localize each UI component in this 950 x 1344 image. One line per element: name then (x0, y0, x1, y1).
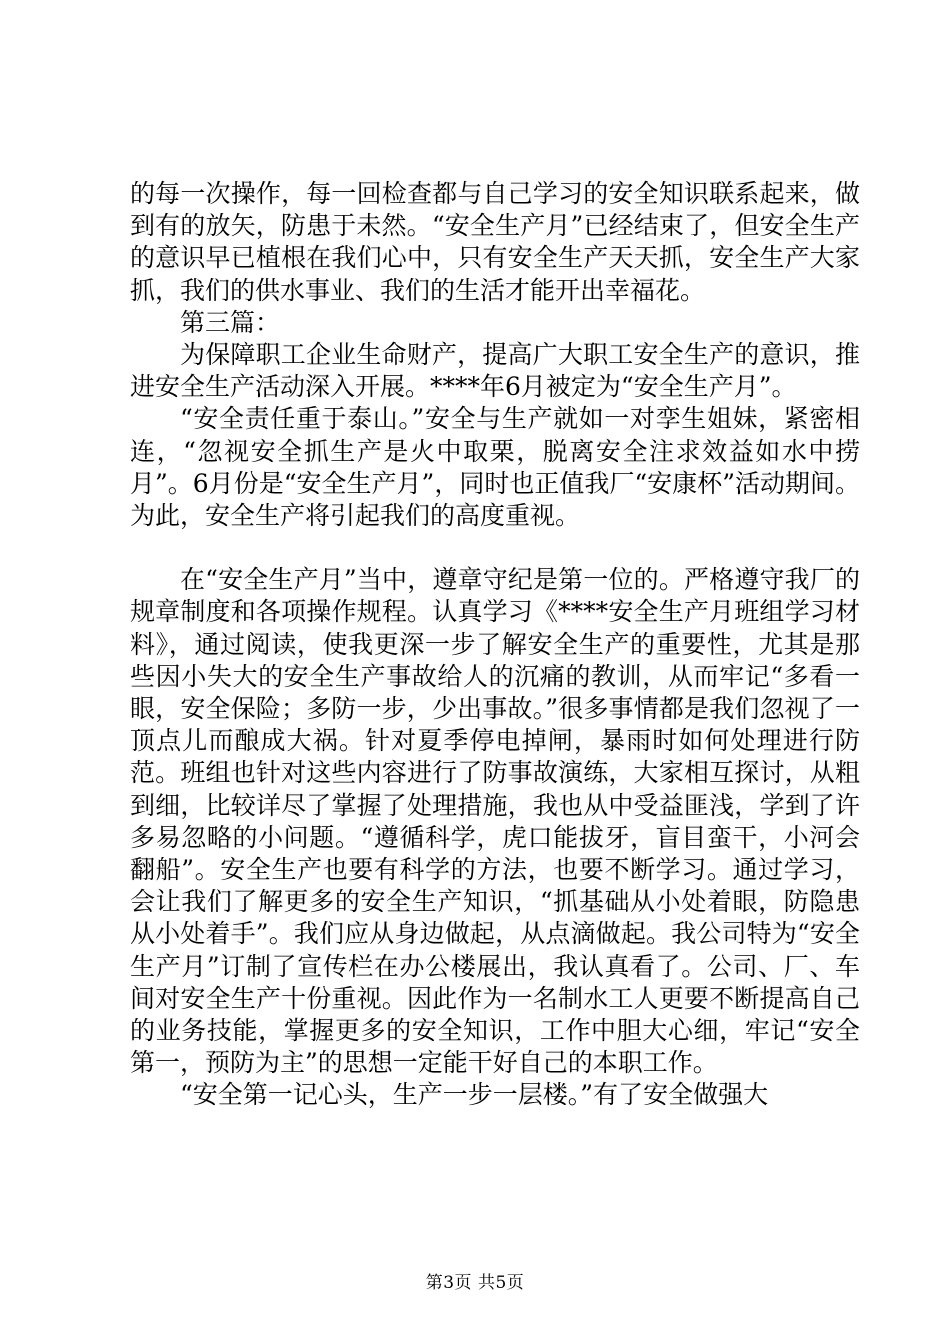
paragraph-continuation: 的每一次操作，每一回检查都与自己学习的安全知识联系起来，做到有的放矢，防患于未然。“安全生产月”已经结束了，但安全生产的意识早已植根在我们心中，只有安全生产天天抓，安全生产大家抓，我们的供水事业、我们的生活才能开出幸福花。 (130, 179, 860, 305)
section-heading: 第三篇： (180, 307, 281, 337)
paragraph: 为保障职工企业生命财产，提高广大职工安全生产的意识，推进安全生产活动深入开展。****年6月被定为“安全生产月”。 (130, 340, 860, 402)
paragraph-spacer (130, 532, 860, 564)
paragraph: “安全责任重于泰山。”安全与生产就如一对孪生姐妹，紧密相连，“忽视安全抓生产是火中取栗，脱离安全注求效益如水中捞月”。6月份是“安全生产月”，同时也正值我厂“安康杯”活动期间。为此，安全生产将引起我们的高度重视。 (130, 404, 860, 531)
paragraph: “安全第一记心头，生产一步一层楼。”有了安全做强大 (180, 1080, 769, 1110)
document-body (130, 178, 860, 1112)
paragraph: 在“安全生产月”当中，遵章守纪是第一位的。严格遵守我厂的规章制度和各项操作规程。认真学习《****安全生产月班组学习材料》，通过阅读，使我更深一步了解安全生产的重要性，尤其是那些因小失大的安全生产事故给人的沉痛的教训，从而牢记“多看一眼，安全保险；多防一步，少出事故。”很多事情都是我们忽视了一顶点儿而酿成大祸。针对夏季停电掉闸，暴雨时如何处理进行防范。班组也针对这些内容进行了防事故演练，大家相互探讨，从粗到细，比较详尽了掌握了处理措施，我也从中受益匪浅，学到了许多易忽略的小问题。“遵循科学，虎口能拔牙，盲目蛮干，小河会翻船”。安全生产也要有科学的方法，也要不断学习。通过学习，会让我们了解更多的安全生产知识，“抓基础从小处着眼，防隐患从小处着手”。我们应从身边做起，从点滴做起。我公司特为“安全生产月”订制了宣传栏在办公楼展出，我认真看了。公司、厂、车间对安全生产十份重视。因此作为一名制水工人更要不断提高自己的业务技能，掌握更多的安全知识，工作中胆大心细，牢记“安全第一，预防为主”的思想一定能干好自己的本职工作。 (130, 565, 860, 1078)
page-footer: 第3页 共5页 (425, 1273, 525, 1293)
